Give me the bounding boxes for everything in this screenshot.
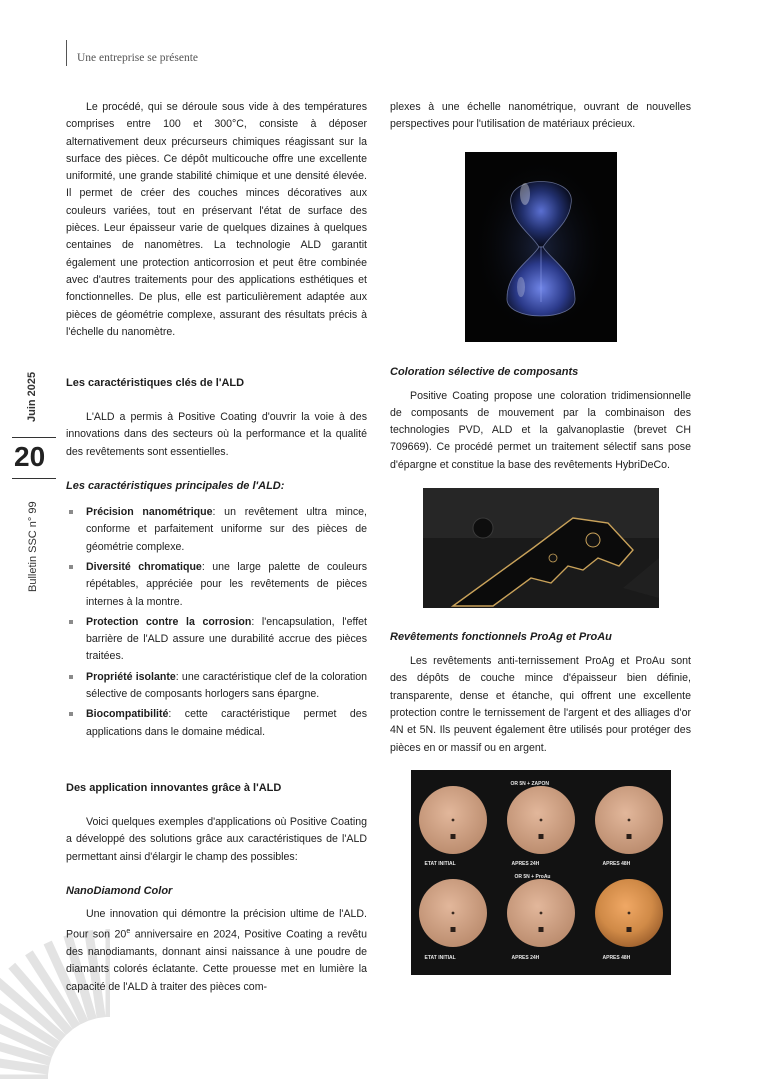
heading-nanodiamond: NanoDiamond Color <box>66 884 173 897</box>
left-column <box>66 99 367 996</box>
dial-label: ETAT INITIAL <box>424 954 456 961</box>
functional-coatings-paragraph: Les revêtements anti-ternissement ProAg et ProAu sont des dépôts de couche mince d'épaisseur bien définie, transparente, dense et étanche, qui offrent une excellente protection contre le ternissement de l'argent et des alliages d'or 4N et 5N. Ils peuvent également être utilisés pour protéger des pièces en or massif ou en argent. <box>390 655 691 754</box>
key-characteristics-paragraph: L'ALD a permis à Positive Coating d'ouvrir la voie à des innovations dans des secteurs où la performance et la qualité des revêtements sont essentielles. <box>66 411 367 458</box>
heading-key-characteristics: Les caractéristiques clés de l'ALD <box>66 377 245 390</box>
movement-component-photo <box>423 488 659 608</box>
intro-paragraph: Le procédé, qui se déroule sous vide à des températures comprises entre 100 et 300°C, consiste à déposer alternativement deux précurseurs chimiques réagissant sur la surface des pièces. Ce dépôt multicouche offre une excellente uniformité, une grande stabilité chimique et une densité élevée. Il permet de créer des couches minces décoratives aux couleurs variées, tout en préservant l'état de surface des pièces. Leur épaisseur varie de quelques dizaines à quelques centaines de nanomètres. La technologie ALD garantit également une protection anticorrosion et peut être combinée avec d'autres traitements pour des applications esthétiques et fonctionnelles. De plus, elle est particulièrement adaptée aux pièces de géométrie complexe, assurant des résultats précis à l'échelle du nanomètre. <box>66 101 367 338</box>
dial-marker <box>450 927 455 932</box>
dial-marker <box>538 927 543 932</box>
dial-center <box>451 818 454 821</box>
page-number-rule-top <box>12 437 56 438</box>
dial-marker <box>538 834 543 839</box>
page-number-rule-bottom <box>12 478 56 479</box>
heading-main-characteristics: Les caractéristiques principales de l'ALD: <box>66 480 285 493</box>
bulletin-issue: Bulletin SSC n° 99 <box>27 501 39 592</box>
list-item: Propriété isolante: une caractéristique clef de la coloration sélective de composants horlogers sans épargne. <box>86 669 367 704</box>
heading-selective-coloring: Coloration sélective de composants <box>390 365 579 378</box>
dial-label: APRES 24H <box>511 860 540 867</box>
dial-center <box>627 818 630 821</box>
dial-label: APRES 48H <box>602 954 631 961</box>
list-item: Diversité chromatique: une large palette de couleurs répétables, appréciée pour les revêtements de pièces internes à la montre. <box>86 559 367 611</box>
dial-center <box>539 911 542 914</box>
feature-list <box>66 504 367 741</box>
list-item: Biocompatibilité: cette caractéristique permet des applications dans le domaine médical. <box>86 706 367 741</box>
dial-marker <box>626 834 631 839</box>
page-number: 20 <box>14 441 46 472</box>
heading-applications: Des application innovantes grâce à l'ALD <box>66 781 282 794</box>
applications-paragraph: Voici quelques exemples d'applications où Positive Coating a développé des solutions grâce aux caractéristiques de l'ALD permettant ainsi d'élargir le champ des possibles: <box>66 815 367 863</box>
dial-row-1-title: OR 5N + ZAPON <box>510 780 549 787</box>
header-divider <box>66 40 67 66</box>
dial-label: APRES 48H <box>602 860 631 867</box>
dial-marker <box>626 927 631 932</box>
dial-row-2-title: OR 5N + ProAu <box>514 873 551 880</box>
continued-paragraph: plexes à une échelle nanométrique, ouvrant de nouvelles perspectives pour l'utilisation de matériaux précieux. <box>390 101 691 131</box>
dials-comparison-photo <box>411 770 671 975</box>
dial-center <box>451 911 454 914</box>
selective-coloring-paragraph: Positive Coating propose une coloration tridimensionnelle de composants de mouvement par la combinaison des technologies PVD, ALD et la galvanoplastie (brevet CH 709669). Ce procédé permet un traitement sélectif sans pose d'épargne et constitue la base des revêtements HybriDeCo. <box>390 389 691 471</box>
dial-label: APRES 24H <box>511 954 540 961</box>
hourglass-photo <box>465 152 617 342</box>
list-item: Protection contre la corrosion: l'encapsulation, l'effet barrière de l'ALD assure une durabilité accrue des pièces traitées. <box>86 614 367 666</box>
section-title: Une entreprise se présente <box>77 52 199 64</box>
right-column <box>390 99 691 975</box>
dial-marker <box>450 834 455 839</box>
heading-functional-coatings: Revêtements fonctionnels ProAg et ProAu <box>390 631 612 644</box>
issue-date: Juin 2025 <box>26 371 38 422</box>
nanodiamond-paragraph: Une innovation qui démontre la précision ultime de l'ALD. Pour son 20e anniversaire en 2024, Positive Coating a revêtu des nanodiamants, donnant ainsi naissance à une poudre de diamants colorés éclatante. Cette prouesse met en lumière la capacité de l'ALD à traiter des pièces com- <box>66 907 368 993</box>
list-item: Précision nanométrique: un revêtement ultra mince, conforme et parfaitement uniforme sur des pièces de géométrie complexe. <box>86 504 367 556</box>
dial-center <box>539 818 542 821</box>
dial-label: ETAT INITIAL <box>424 860 456 867</box>
dial-center <box>627 911 630 914</box>
